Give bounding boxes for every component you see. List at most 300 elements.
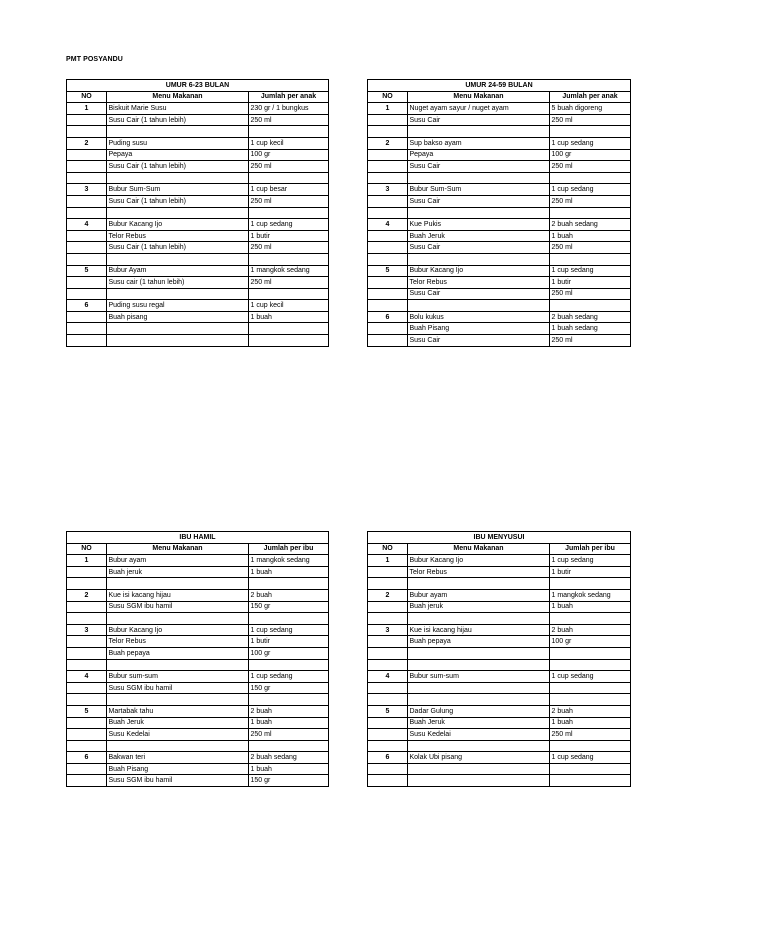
cell-menu: Susu SGM ibu hamil <box>107 682 249 694</box>
cell-no <box>368 763 408 775</box>
cell-jumlah: 150 gr <box>249 601 329 613</box>
table-row <box>67 114 329 126</box>
cell-menu: Bubur Kacang Ijo <box>107 219 249 231</box>
cell-jumlah: 1 mangkok sedang <box>249 555 329 567</box>
cell-menu: Buah pepaya <box>408 636 550 648</box>
cell-jumlah <box>550 775 631 787</box>
cell-jumlah: 1 mangkok sedang <box>249 265 329 277</box>
cell-menu: Bubur sum-sum <box>408 671 550 683</box>
cell-no <box>67 647 107 659</box>
cell-menu: Susu SGM ibu hamil <box>107 775 249 787</box>
cell-jumlah <box>249 659 329 671</box>
cell-jumlah: 250 ml <box>249 242 329 254</box>
cell-no <box>67 729 107 741</box>
table-row <box>67 624 329 636</box>
table-row <box>67 555 329 567</box>
cell-jumlah <box>550 578 631 590</box>
table-title: IBU MENYUSUI <box>368 532 631 544</box>
cell-no: 2 <box>67 589 107 601</box>
cell-no <box>67 149 107 161</box>
cell-jumlah <box>249 578 329 590</box>
cell-menu <box>408 172 550 184</box>
table-title: UMUR 24-59 BULAN <box>368 80 631 92</box>
cell-no: 5 <box>67 705 107 717</box>
cell-jumlah: 100 gr <box>550 149 631 161</box>
cell-jumlah: 250 ml <box>249 161 329 173</box>
cell-jumlah: 2 buah <box>249 589 329 601</box>
cell-jumlah <box>550 300 631 312</box>
cell-jumlah <box>550 740 631 752</box>
table-row <box>368 230 631 242</box>
cell-menu: Buah jeruk <box>408 601 550 613</box>
cell-jumlah: 1 cup kecil <box>249 300 329 312</box>
table-row <box>368 161 631 173</box>
cell-menu: Bubur Kacang Ijo <box>408 555 550 567</box>
cell-jumlah: 1 butir <box>550 566 631 578</box>
cell-menu <box>107 323 249 335</box>
cell-jumlah: 250 ml <box>550 195 631 207</box>
cell-jumlah <box>249 288 329 300</box>
cell-no: 1 <box>368 555 408 567</box>
table-row <box>368 172 631 184</box>
cell-no: 6 <box>67 752 107 764</box>
cell-no <box>368 300 408 312</box>
cell-menu: Nuget ayam sayur / nuget ayam <box>408 103 550 115</box>
cell-no <box>67 126 107 138</box>
table-header-row <box>368 543 631 555</box>
cell-menu: Kue isi kacang hijau <box>107 589 249 601</box>
cell-jumlah <box>249 172 329 184</box>
cell-no: 6 <box>368 752 408 764</box>
cell-menu: Susu Cair <box>408 195 550 207</box>
cell-jumlah: 1 buah <box>249 717 329 729</box>
cell-jumlah: 1 butir <box>550 277 631 289</box>
cell-menu: Susu Cair <box>408 161 550 173</box>
cell-menu: Telor Rebus <box>408 277 550 289</box>
cell-menu <box>107 740 249 752</box>
cell-jumlah: 1 cup sedang <box>550 555 631 567</box>
cell-jumlah: 100 gr <box>249 149 329 161</box>
cell-no: 1 <box>67 103 107 115</box>
cell-jumlah <box>249 207 329 219</box>
table-row <box>368 601 631 613</box>
cell-no <box>368 277 408 289</box>
cell-menu: Susu Kedelai <box>107 729 249 741</box>
cell-menu: Bubur sum-sum <box>107 671 249 683</box>
cell-menu: Pepaya <box>408 149 550 161</box>
table-row <box>67 601 329 613</box>
table-row <box>368 277 631 289</box>
cell-no: 5 <box>67 265 107 277</box>
cell-menu: Kue isi kacang hijau <box>408 624 550 636</box>
cell-jumlah: 2 buah <box>550 624 631 636</box>
table-umur-24-59-bulan <box>367 79 631 347</box>
table-row <box>368 671 631 683</box>
cell-jumlah <box>550 253 631 265</box>
cell-no: 2 <box>67 137 107 149</box>
cell-no <box>368 114 408 126</box>
table-row <box>67 172 329 184</box>
cell-no <box>67 195 107 207</box>
cell-menu: Susu Cair (1 tahun lebih) <box>107 195 249 207</box>
cell-no <box>368 172 408 184</box>
cell-no <box>67 566 107 578</box>
table-row <box>368 752 631 764</box>
cell-no: 4 <box>368 219 408 231</box>
table-row <box>67 300 329 312</box>
cell-menu: Martabak tahu <box>107 705 249 717</box>
table-row <box>67 566 329 578</box>
cell-jumlah <box>550 172 631 184</box>
cell-jumlah <box>249 613 329 625</box>
cell-menu <box>408 682 550 694</box>
cell-jumlah <box>550 659 631 671</box>
table-row <box>368 647 631 659</box>
table-row <box>67 219 329 231</box>
cell-menu <box>107 335 249 347</box>
cell-no <box>368 323 408 335</box>
cell-menu <box>107 659 249 671</box>
table-row <box>368 288 631 300</box>
cell-jumlah <box>249 335 329 347</box>
cell-no: 5 <box>368 705 408 717</box>
table-title-row <box>368 532 631 544</box>
cell-menu <box>408 613 550 625</box>
cell-no <box>67 636 107 648</box>
table-row <box>67 137 329 149</box>
cell-menu: Puding susu <box>107 137 249 149</box>
cell-jumlah <box>550 763 631 775</box>
cell-jumlah: 230 gr / 1 bungkus <box>249 103 329 115</box>
table-row <box>67 195 329 207</box>
cell-no: 3 <box>67 184 107 196</box>
cell-menu <box>408 647 550 659</box>
cell-no <box>67 288 107 300</box>
table-row <box>67 126 329 138</box>
cell-menu <box>107 172 249 184</box>
table-row <box>67 277 329 289</box>
cell-menu: Buah pisang <box>107 311 249 323</box>
cell-jumlah: 250 ml <box>550 288 631 300</box>
cell-menu <box>408 126 550 138</box>
cell-no <box>67 207 107 219</box>
cell-no <box>368 682 408 694</box>
cell-menu: Bubur Sum-Sum <box>408 184 550 196</box>
cell-menu: Dadar Gulung <box>408 705 550 717</box>
cell-jumlah: 100 gr <box>249 647 329 659</box>
cell-no <box>67 578 107 590</box>
cell-menu <box>107 126 249 138</box>
cell-menu: Buah Jeruk <box>107 717 249 729</box>
cell-menu: Puding susu regal <box>107 300 249 312</box>
table-row <box>67 729 329 741</box>
cell-jumlah: 1 butir <box>249 230 329 242</box>
cell-no: 3 <box>368 184 408 196</box>
cell-no: 5 <box>368 265 408 277</box>
table-row <box>368 219 631 231</box>
table-row <box>67 230 329 242</box>
cell-jumlah: 1 butir <box>249 636 329 648</box>
table-row <box>368 242 631 254</box>
cell-no: 4 <box>67 219 107 231</box>
cell-no <box>368 775 408 787</box>
table-row <box>368 740 631 752</box>
cell-menu: Buah Jeruk <box>408 230 550 242</box>
cell-no <box>368 253 408 265</box>
cell-jumlah: 1 cup sedang <box>550 671 631 683</box>
table-row <box>368 323 631 335</box>
table-header-row <box>67 543 329 555</box>
cell-menu <box>408 578 550 590</box>
table-row <box>368 311 631 323</box>
table-ibu-hamil <box>66 531 329 787</box>
header-no: NO <box>67 91 107 103</box>
cell-menu: Bubur ayam <box>107 555 249 567</box>
cell-jumlah: 1 buah <box>249 763 329 775</box>
cell-jumlah: 1 buah <box>550 230 631 242</box>
cell-menu <box>107 207 249 219</box>
table-row <box>67 589 329 601</box>
cell-no <box>368 717 408 729</box>
cell-jumlah: 1 buah <box>550 601 631 613</box>
header-menu-makanan: Menu Makanan <box>408 543 550 555</box>
cell-no <box>67 323 107 335</box>
table-row <box>368 253 631 265</box>
cell-jumlah: 1 cup sedang <box>249 671 329 683</box>
table-row <box>67 335 329 347</box>
header-jumlah: Jumlah per anak <box>249 91 329 103</box>
cell-menu <box>107 694 249 706</box>
cell-menu: Susu Cair (1 tahun lebih) <box>107 161 249 173</box>
table-title: IBU HAMIL <box>67 532 329 544</box>
header-no: NO <box>368 91 408 103</box>
cell-menu: Susu SGM ibu hamil <box>107 601 249 613</box>
cell-no <box>67 740 107 752</box>
cell-no <box>368 566 408 578</box>
cell-no <box>67 613 107 625</box>
cell-no <box>67 172 107 184</box>
cell-menu <box>107 288 249 300</box>
cell-no <box>368 647 408 659</box>
cell-no: 6 <box>67 300 107 312</box>
table-row <box>368 103 631 115</box>
table-row <box>368 265 631 277</box>
cell-no <box>368 578 408 590</box>
cell-no <box>67 242 107 254</box>
cell-menu: Buah Jeruk <box>408 717 550 729</box>
cell-no <box>67 230 107 242</box>
cell-jumlah: 250 ml <box>550 335 631 347</box>
cell-menu: Bubur Sum-Sum <box>107 184 249 196</box>
cell-jumlah: 100 gr <box>550 636 631 648</box>
cell-no <box>67 659 107 671</box>
table-row <box>368 137 631 149</box>
cell-jumlah: 1 buah <box>550 717 631 729</box>
cell-no <box>67 775 107 787</box>
cell-jumlah: 1 cup sedang <box>550 184 631 196</box>
cell-menu <box>408 207 550 219</box>
cell-menu: Susu Cair <box>408 114 550 126</box>
cell-menu: Buah jeruk <box>107 566 249 578</box>
table-row <box>368 613 631 625</box>
table-row <box>368 578 631 590</box>
cell-jumlah: 1 buah <box>249 566 329 578</box>
table-row <box>368 717 631 729</box>
table-row <box>368 589 631 601</box>
table-row <box>368 149 631 161</box>
cell-no: 3 <box>368 624 408 636</box>
cell-menu: Telor Rebus <box>107 636 249 648</box>
table-row <box>368 636 631 648</box>
cell-no <box>67 311 107 323</box>
table-row <box>67 705 329 717</box>
table-row <box>368 694 631 706</box>
table-row <box>368 566 631 578</box>
cell-no <box>67 763 107 775</box>
cell-jumlah <box>249 740 329 752</box>
cell-jumlah: 150 gr <box>249 775 329 787</box>
cell-jumlah <box>550 682 631 694</box>
cell-menu <box>107 613 249 625</box>
cell-menu: Buah pepaya <box>107 647 249 659</box>
cell-menu: Susu cair (1 tahun lebih) <box>107 277 249 289</box>
header-jumlah: Jumlah per ibu <box>249 543 329 555</box>
cell-no <box>67 277 107 289</box>
cell-jumlah <box>249 694 329 706</box>
table-row <box>67 103 329 115</box>
header-jumlah: Jumlah per anak <box>550 91 631 103</box>
cell-menu: Susu Kedelai <box>408 729 550 741</box>
cell-menu: Bubur Kacang Ijo <box>408 265 550 277</box>
table-row <box>67 207 329 219</box>
cell-no <box>67 682 107 694</box>
cell-jumlah: 250 ml <box>550 161 631 173</box>
cell-no <box>67 601 107 613</box>
cell-menu: Buah Pisang <box>408 323 550 335</box>
cell-menu: Susu Cair <box>408 288 550 300</box>
cell-jumlah: 1 cup sedang <box>550 752 631 764</box>
table-header-row <box>67 91 329 103</box>
table-row <box>67 265 329 277</box>
cell-menu <box>408 763 550 775</box>
table-umur-6-23-bulan <box>66 79 329 347</box>
table-row <box>368 184 631 196</box>
table-row <box>368 555 631 567</box>
cell-menu: Sup bakso ayam <box>408 137 550 149</box>
cell-no: 1 <box>368 103 408 115</box>
table-title-row <box>67 532 329 544</box>
cell-no <box>368 740 408 752</box>
cell-menu: Susu Cair <box>408 242 550 254</box>
table-row <box>67 578 329 590</box>
table-row <box>368 682 631 694</box>
table-row <box>368 729 631 741</box>
header-jumlah: Jumlah per ibu <box>550 543 631 555</box>
table-title-row <box>368 80 631 92</box>
table-title: UMUR 6-23 BULAN <box>67 80 329 92</box>
header-menu-makanan: Menu Makanan <box>107 543 249 555</box>
cell-no <box>368 729 408 741</box>
table-row <box>67 149 329 161</box>
cell-jumlah <box>249 323 329 335</box>
cell-no <box>368 149 408 161</box>
cell-jumlah <box>249 126 329 138</box>
cell-jumlah <box>550 647 631 659</box>
cell-menu: Buah Pisang <box>107 763 249 775</box>
cell-no <box>368 207 408 219</box>
cell-menu: Bakwan teri <box>107 752 249 764</box>
cell-menu <box>107 253 249 265</box>
cell-no: 4 <box>67 671 107 683</box>
cell-no <box>368 288 408 300</box>
table-row <box>67 288 329 300</box>
table-row <box>67 311 329 323</box>
cell-menu: Pepaya <box>107 149 249 161</box>
cell-no <box>368 230 408 242</box>
cell-no <box>368 636 408 648</box>
cell-no <box>67 717 107 729</box>
table-row <box>67 184 329 196</box>
cell-no <box>67 335 107 347</box>
cell-jumlah: 1 cup sedang <box>249 624 329 636</box>
cell-jumlah: 1 buah <box>249 311 329 323</box>
table-row <box>67 752 329 764</box>
table-row <box>368 659 631 671</box>
table-row <box>67 242 329 254</box>
cell-jumlah: 1 buah sedang <box>550 323 631 335</box>
cell-jumlah: 2 buah <box>249 705 329 717</box>
cell-jumlah <box>550 613 631 625</box>
header-no: NO <box>67 543 107 555</box>
table-row <box>368 335 631 347</box>
cell-jumlah <box>550 207 631 219</box>
header-menu-makanan: Menu Makanan <box>408 91 550 103</box>
cell-no <box>368 195 408 207</box>
cell-no: 4 <box>368 671 408 683</box>
table-row <box>368 114 631 126</box>
table-row <box>368 300 631 312</box>
table-row <box>67 253 329 265</box>
table-row <box>67 659 329 671</box>
cell-jumlah: 150 gr <box>249 682 329 694</box>
table-row <box>67 682 329 694</box>
table-row <box>67 671 329 683</box>
cell-no <box>67 161 107 173</box>
cell-no: 2 <box>368 137 408 149</box>
cell-no: 2 <box>368 589 408 601</box>
cell-menu: Kolak Ubi pisang <box>408 752 550 764</box>
header-no: NO <box>368 543 408 555</box>
cell-jumlah: 1 mangkok sedang <box>550 589 631 601</box>
cell-menu: Bolu kukus <box>408 311 550 323</box>
cell-jumlah <box>249 253 329 265</box>
cell-jumlah: 2 buah sedang <box>550 219 631 231</box>
cell-jumlah: 250 ml <box>550 729 631 741</box>
cell-no <box>368 126 408 138</box>
cell-menu <box>408 694 550 706</box>
cell-menu: Telor Rebus <box>107 230 249 242</box>
cell-menu: Kue Pukis <box>408 219 550 231</box>
cell-no <box>67 114 107 126</box>
table-row <box>67 694 329 706</box>
cell-menu <box>408 253 550 265</box>
table-row <box>67 717 329 729</box>
cell-menu <box>408 740 550 752</box>
table-row <box>67 740 329 752</box>
cell-no <box>67 694 107 706</box>
cell-menu <box>408 300 550 312</box>
table-row <box>368 775 631 787</box>
